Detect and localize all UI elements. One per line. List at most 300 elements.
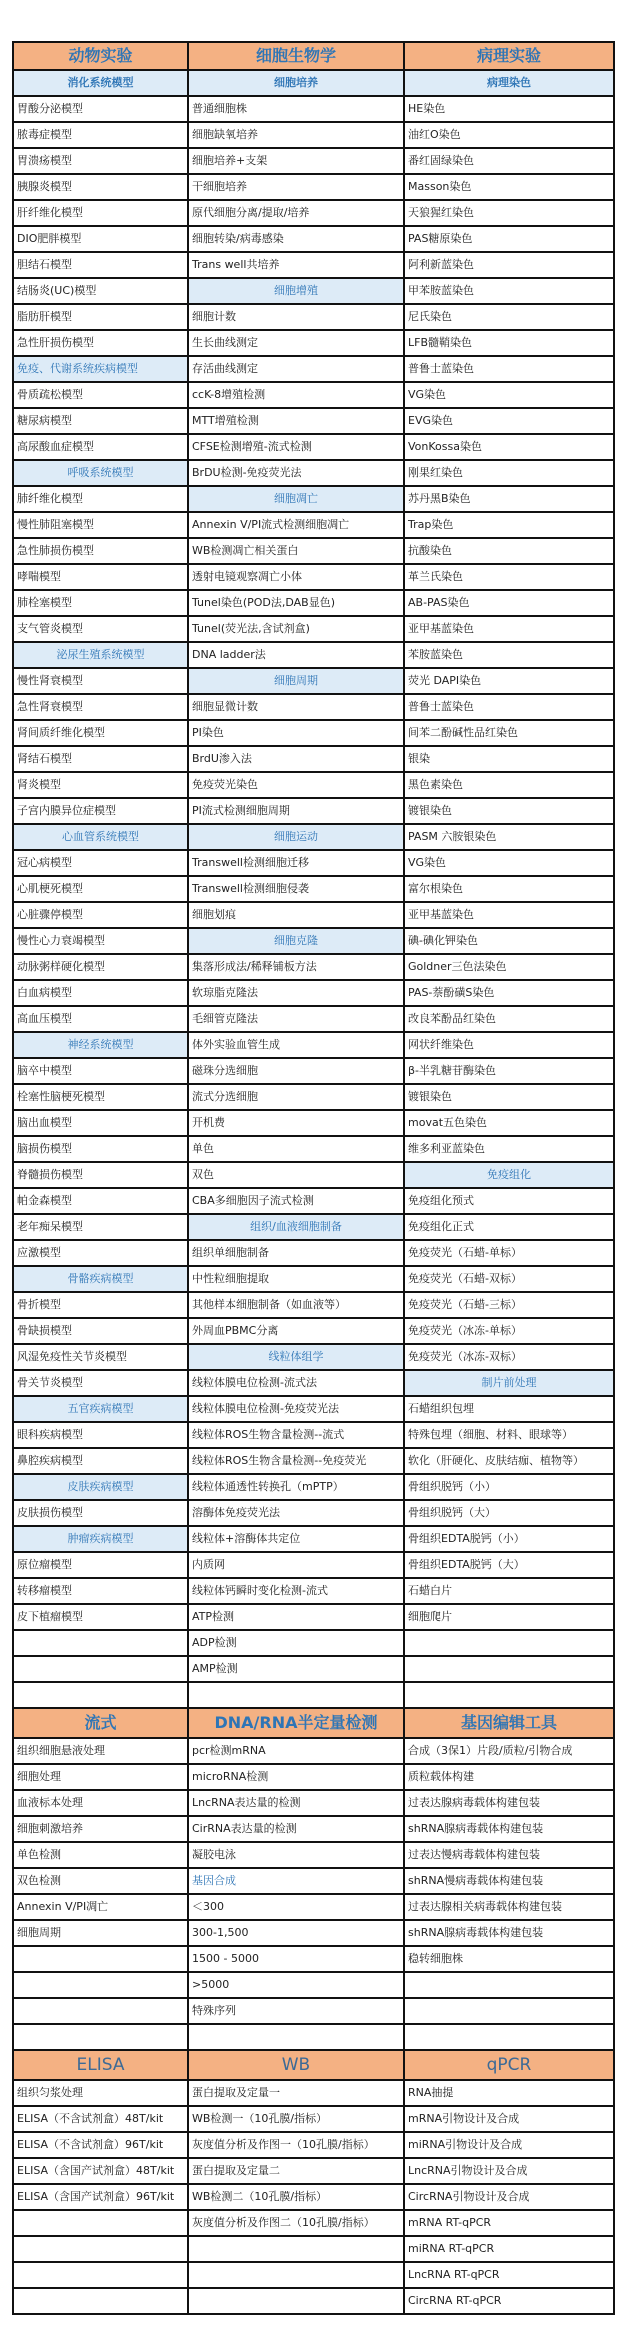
empty-cell: [13, 1972, 188, 1998]
table-row: [13, 1764, 614, 1790]
table-row: [13, 2262, 614, 2288]
table-cell: Trap染色: [404, 512, 614, 538]
table-cell: CirRNA表达量的检测: [188, 1816, 404, 1842]
table-row: [13, 616, 614, 642]
table-cell: WB检测凋亡相关蛋白: [188, 538, 404, 564]
category-subheader: 细胞增殖: [188, 278, 404, 304]
table-row: [13, 226, 614, 252]
table-row: [13, 1630, 614, 1656]
table-cell: 普通细胞株: [188, 96, 404, 122]
table-row: [13, 148, 614, 174]
table-cell: 普鲁士蓝染色: [404, 356, 614, 382]
empty-cell: [404, 1998, 614, 2024]
table-cell: 流式分选细胞: [188, 1084, 404, 1110]
table-cell: 免疫荧光（石蜡-单标）: [404, 1240, 614, 1266]
category-subheader: 呼吸系统模型: [13, 460, 188, 486]
table-cell: RNA抽提: [404, 2080, 614, 2106]
table-cell: 肺纤维化模型: [13, 486, 188, 512]
table-cell: 肾炎模型: [13, 772, 188, 798]
table-cell: Annexin V/PI凋亡: [13, 1894, 188, 1920]
table-cell: 普鲁士蓝染色: [404, 694, 614, 720]
section-header-row: [13, 2050, 614, 2080]
empty-cell: [13, 1998, 188, 2024]
table-row: [13, 1422, 614, 1448]
section-header-col-1: 流式: [13, 1708, 188, 1738]
table-row: [13, 434, 614, 460]
table-cell: 外周血PBMC分离: [188, 1318, 404, 1344]
table-cell: 急性肺损伤模型: [13, 538, 188, 564]
category-subheader: 病理染色: [404, 70, 614, 96]
table-cell: DIO肥胖模型: [13, 226, 188, 252]
table-cell: 线粒体膜电位检测-流式法: [188, 1370, 404, 1396]
table-row: [13, 928, 614, 954]
table-cell: 干细胞培养: [188, 174, 404, 200]
table-cell: 免疫荧光染色: [188, 772, 404, 798]
table-cell: PAS糖原染色: [404, 226, 614, 252]
table-cell: Trans well共培养: [188, 252, 404, 278]
table-row: [13, 1578, 614, 1604]
category-subheader: 组织/血液细胞制备: [188, 1214, 404, 1240]
table-cell: 石蜡组织包埋: [404, 1396, 614, 1422]
table-cell: 网状纤维染色: [404, 1032, 614, 1058]
table-cell: 富尔根染色: [404, 876, 614, 902]
table-row: [13, 1006, 614, 1032]
table-cell: 细胞爬片: [404, 1604, 614, 1630]
table-cell: PASM 六胺银染色: [404, 824, 614, 850]
table-cell: 毛细管克隆法: [188, 1006, 404, 1032]
table-cell: 改良苯酚品红染色: [404, 1006, 614, 1032]
table-cell: 慢性心力衰竭模型: [13, 928, 188, 954]
empty-cell: [13, 1946, 188, 1972]
table-cell: 质粒载体构建: [404, 1764, 614, 1790]
table-cell: PI染色: [188, 720, 404, 746]
table-cell: 心脏骤停模型: [13, 902, 188, 928]
table-cell: 帕金森模型: [13, 1188, 188, 1214]
table-cell: 过表达腺病毒载体构建包装: [404, 1790, 614, 1816]
table-cell: 骨组织EDTA脱钙（小）: [404, 1526, 614, 1552]
table-row: [13, 1084, 614, 1110]
table-row: [13, 96, 614, 122]
empty-cell: [404, 2024, 614, 2050]
table-cell: 糖尿病模型: [13, 408, 188, 434]
table-cell: 内质网: [188, 1552, 404, 1578]
table-row: [13, 1682, 614, 1708]
table-cell: 结肠炎(UC)模型: [13, 278, 188, 304]
table-row: [13, 382, 614, 408]
table-cell: 急性肝损伤模型: [13, 330, 188, 356]
table-cell: 动脉粥样硬化模型: [13, 954, 188, 980]
table-cell: 原位瘤模型: [13, 1552, 188, 1578]
table-row: [13, 772, 614, 798]
table-cell: 免疫荧光（冰冻-双标）: [404, 1344, 614, 1370]
table-cell: 免疫组化正式: [404, 1214, 614, 1240]
table-cell: 磁珠分选细胞: [188, 1058, 404, 1084]
section-header-row: [13, 1708, 614, 1738]
category-subheader: 泌尿生殖系统模型: [13, 642, 188, 668]
table-row: [13, 2158, 614, 2184]
table-cell: 脑卒中模型: [13, 1058, 188, 1084]
category-subheader: 制片前处理: [404, 1370, 614, 1396]
table-row: [13, 1946, 614, 1972]
table-cell: 慢性肾衰模型: [13, 668, 188, 694]
table-row: [13, 746, 614, 772]
table-row: [13, 1136, 614, 1162]
table-cell: Annexin V/PI流式检测细胞凋亡: [188, 512, 404, 538]
empty-cell: [188, 2236, 404, 2262]
table-cell: 栓塞性脑梗死模型: [13, 1084, 188, 1110]
empty-cell: [404, 1630, 614, 1656]
table-cell: WB检测二（10孔膜/指标）: [188, 2184, 404, 2210]
table-cell: 血液标本处理: [13, 1790, 188, 1816]
table-cell: ADP检测: [188, 1630, 404, 1656]
table-cell: CircRNA引物设计及合成: [404, 2184, 614, 2210]
table-cell: ATP检测: [188, 1604, 404, 1630]
table-cell: 骨组织EDTA脱钙（大）: [404, 1552, 614, 1578]
empty-cell: [13, 1682, 188, 1708]
table-cell: 皮下植瘤模型: [13, 1604, 188, 1630]
table-cell: 鼻腔疾病模型: [13, 1448, 188, 1474]
table-cell: 单色检测: [13, 1842, 188, 1868]
table-row: [13, 486, 614, 512]
table-row: [13, 1972, 614, 1998]
table-row: [13, 304, 614, 330]
table-cell: 抗酸染色: [404, 538, 614, 564]
table-cell: β-半乳糖苷酶染色: [404, 1058, 614, 1084]
table-cell: 1500 - 5000: [188, 1946, 404, 1972]
table-cell: 细胞转染/病毒感染: [188, 226, 404, 252]
table-cell: DNA ladder法: [188, 642, 404, 668]
table-row: [13, 1894, 614, 1920]
table-row: [13, 1188, 614, 1214]
table-row: [13, 70, 614, 96]
table-row: [13, 1552, 614, 1578]
table-cell: 支气管炎模型: [13, 616, 188, 642]
table-cell: Masson染色: [404, 174, 614, 200]
table-cell: 碘-碘化钾染色: [404, 928, 614, 954]
table-cell: 尼氏染色: [404, 304, 614, 330]
table-cell: 双色检测: [13, 1868, 188, 1894]
table-cell: ELISA（含国产试剂盒）48T/kit: [13, 2158, 188, 2184]
table-row: [13, 2210, 614, 2236]
table-cell: 免疫荧光（石蜡-双标）: [404, 1266, 614, 1292]
table-cell: 高尿酸血症模型: [13, 434, 188, 460]
table-cell: 骨质疏松模型: [13, 382, 188, 408]
table-cell: CBA多细胞因子流式检测: [188, 1188, 404, 1214]
table-cell: Tunel(荧光法,含试剂盒): [188, 616, 404, 642]
table-cell: 细胞周期: [13, 1920, 188, 1946]
table-cell: 胆结石模型: [13, 252, 188, 278]
table-cell: 高血压模型: [13, 1006, 188, 1032]
empty-cell: [188, 2262, 404, 2288]
empty-cell: [404, 1656, 614, 1682]
table-row: [13, 954, 614, 980]
table-cell: 线粒体ROS生物含量检测--免疫荧光: [188, 1448, 404, 1474]
table-cell: 稳转细胞株: [404, 1946, 614, 1972]
table-cell: 苯胺蓝染色: [404, 642, 614, 668]
table-row: [13, 590, 614, 616]
table-row: [13, 1526, 614, 1552]
table-cell: CircRNA RT-qPCR: [404, 2288, 614, 2314]
table-cell: 合成（3保1）片段/质粒/引物合成: [404, 1738, 614, 1764]
table-cell: pcr检测mRNA: [188, 1738, 404, 1764]
table-row: [13, 2080, 614, 2106]
table-cell: 骨关节炎模型: [13, 1370, 188, 1396]
table-row: [13, 460, 614, 486]
table-cell: 番红固绿染色: [404, 148, 614, 174]
table-cell: 脊髓损伤模型: [13, 1162, 188, 1188]
section-header-col-2: WB: [188, 2050, 404, 2080]
table-cell: 中性粒细胞提取: [188, 1266, 404, 1292]
category-subheader: 消化系统模型: [13, 70, 188, 96]
empty-cell: [13, 1656, 188, 1682]
empty-cell: [188, 1682, 404, 1708]
table-row: [13, 122, 614, 148]
table-cell: 刚果红染色: [404, 460, 614, 486]
table-cell: 脑出血模型: [13, 1110, 188, 1136]
table-cell: 风湿免疫性关节炎模型: [13, 1344, 188, 1370]
table-cell: 300-1,500: [188, 1920, 404, 1946]
table-row: [13, 980, 614, 1006]
table-row: [13, 1816, 614, 1842]
table-cell: 肺栓塞模型: [13, 590, 188, 616]
table-cell: 灰度值分析及作图一（10孔膜/指标）: [188, 2132, 404, 2158]
table-cell: 过表达慢病毒载体构建包装: [404, 1842, 614, 1868]
table-cell: BrdU渗入法: [188, 746, 404, 772]
table-cell: 肾结石模型: [13, 746, 188, 772]
table-row: [13, 1058, 614, 1084]
table-cell: 子宫内膜异位症模型: [13, 798, 188, 824]
table-cell: mRNA引物设计及合成: [404, 2106, 614, 2132]
section-header-col-1: ELISA: [13, 2050, 188, 2080]
table-row: [13, 1738, 614, 1764]
table-cell: 油红O染色: [404, 122, 614, 148]
table-row: [13, 2024, 614, 2050]
table-row: [13, 1604, 614, 1630]
category-subheader: 骨骼疾病模型: [13, 1266, 188, 1292]
table-row: [13, 1474, 614, 1500]
table-cell: shRNA腺病毒载体构建包装: [404, 1920, 614, 1946]
table-row: [13, 538, 614, 564]
table-cell: 银染: [404, 746, 614, 772]
table-cell: 凝胶电泳: [188, 1842, 404, 1868]
table-cell: LFB髓鞘染色: [404, 330, 614, 356]
table-cell: WB检测一（10孔膜/指标）: [188, 2106, 404, 2132]
category-subheader: 皮肤疾病模型: [13, 1474, 188, 1500]
table-cell: 脓毒症模型: [13, 122, 188, 148]
empty-cell: [13, 2210, 188, 2236]
table-cell: 皮肤损伤模型: [13, 1500, 188, 1526]
table-row: [13, 1266, 614, 1292]
empty-cell: [13, 2288, 188, 2314]
table-cell: 老年痴呆模型: [13, 1214, 188, 1240]
table-cell: >5000: [188, 1972, 404, 1998]
empty-cell: [13, 2236, 188, 2262]
table-cell: 存活曲线测定: [188, 356, 404, 382]
table-row: [13, 1998, 614, 2024]
table-cell: 肾间质纤维化模型: [13, 720, 188, 746]
empty-cell: [13, 2024, 188, 2050]
category-subheader: 心血管系统模型: [13, 824, 188, 850]
table-row: [13, 564, 614, 590]
table-cell: 冠心病模型: [13, 850, 188, 876]
table-cell: 软琼脂克隆法: [188, 980, 404, 1006]
table-cell: 开机费: [188, 1110, 404, 1136]
table-cell: 线粒体钙瞬时变化检测-流式: [188, 1578, 404, 1604]
table-cell: 蛋白提取及定量二: [188, 2158, 404, 2184]
table-cell: 原代细胞分离/提取/培养: [188, 200, 404, 226]
table-cell: Transwell检测细胞迁移: [188, 850, 404, 876]
table-cell: 细胞显微计数: [188, 694, 404, 720]
table-cell: 荧光 DAPI染色: [404, 668, 614, 694]
table-cell: EVG染色: [404, 408, 614, 434]
empty-cell: [13, 2262, 188, 2288]
table-cell: 免疫荧光（冰冻-单标）: [404, 1318, 614, 1344]
table-cell: BrDU检测-免疫荧光法: [188, 460, 404, 486]
table-cell: 免疫荧光（石蜡-三标）: [404, 1292, 614, 1318]
table-cell: PAS-萘酚磺S染色: [404, 980, 614, 1006]
table-cell: LncRNA引物设计及合成: [404, 2158, 614, 2184]
table-cell: Transwell检测细胞侵袭: [188, 876, 404, 902]
table-row: [13, 902, 614, 928]
table-cell: 特殊序列: [188, 1998, 404, 2024]
category-subheader: 肿瘤疾病模型: [13, 1526, 188, 1552]
table-cell: 集落形成法/稀释铺板方法: [188, 954, 404, 980]
table-row: [13, 1790, 614, 1816]
table-cell: 骨折模型: [13, 1292, 188, 1318]
table-row: [13, 1032, 614, 1058]
table-row: [13, 2288, 614, 2314]
category-subheader: 免疫、代谢系统疾病模型: [13, 356, 188, 382]
table-cell: 天狼猩红染色: [404, 200, 614, 226]
table-cell: 胃溃疡模型: [13, 148, 188, 174]
table-row: [13, 798, 614, 824]
table-cell: HE染色: [404, 96, 614, 122]
table-cell: 肝纤维化模型: [13, 200, 188, 226]
table-row: [13, 1656, 614, 1682]
table-cell: CFSE检测增殖-流式检测: [188, 434, 404, 460]
table-cell: 革兰氏染色: [404, 564, 614, 590]
table-row: [13, 850, 614, 876]
table-cell: 双色: [188, 1162, 404, 1188]
table-row: [13, 1292, 614, 1318]
table-cell: 细胞计数: [188, 304, 404, 330]
table-row: [13, 720, 614, 746]
category-subheader: 五官疾病模型: [13, 1396, 188, 1422]
table-cell: 骨组织脱钙（大）: [404, 1500, 614, 1526]
table-cell: ＜300: [188, 1894, 404, 1920]
table-cell: VonKossa染色: [404, 434, 614, 460]
table-cell: LncRNA表达量的检测: [188, 1790, 404, 1816]
table-cell: 骨缺损模型: [13, 1318, 188, 1344]
table-cell: 镀银染色: [404, 1084, 614, 1110]
table-row: [13, 1318, 614, 1344]
table-cell: 细胞处理: [13, 1764, 188, 1790]
service-table-body: [13, 42, 614, 2314]
table-cell: AB-PAS染色: [404, 590, 614, 616]
table-row: [13, 1448, 614, 1474]
table-cell: 体外实验血管生成: [188, 1032, 404, 1058]
table-cell: 心肌梗死模型: [13, 876, 188, 902]
table-cell: 线粒体+溶酶体共定位: [188, 1526, 404, 1552]
table-row: [13, 1920, 614, 1946]
table-row: [13, 252, 614, 278]
table-row: [13, 1868, 614, 1894]
table-cell: 细胞培养+支架: [188, 148, 404, 174]
empty-cell: [404, 1682, 614, 1708]
table-cell: Tunel染色(POD法,DAB显色): [188, 590, 404, 616]
table-row: [13, 1842, 614, 1868]
table-cell: 眼科疾病模型: [13, 1422, 188, 1448]
table-cell: 甲苯胺蓝染色: [404, 278, 614, 304]
table-cell: 线粒体通透性转换孔（mPTP）: [188, 1474, 404, 1500]
table-cell: 组织单细胞制备: [188, 1240, 404, 1266]
table-cell: 转移瘤模型: [13, 1578, 188, 1604]
table-cell: 过表达腺相关病毒载体构建包装: [404, 1894, 614, 1920]
category-subheader: 细胞培养: [188, 70, 404, 96]
table-cell: 线粒体膜电位检测-免疫荧光法: [188, 1396, 404, 1422]
table-cell: ELISA（含国产试剂盒）96T/kit: [13, 2184, 188, 2210]
table-cell: 应激模型: [13, 1240, 188, 1266]
table-cell: LncRNA RT-qPCR: [404, 2262, 614, 2288]
table-cell: VG染色: [404, 382, 614, 408]
table-cell: 细胞刺激培养: [13, 1816, 188, 1842]
table-cell: 细胞划痕: [188, 902, 404, 928]
table-row: [13, 1162, 614, 1188]
table-cell: 细胞缺氧培养: [188, 122, 404, 148]
table-cell: miRNA RT-qPCR: [404, 2236, 614, 2262]
table-cell: Goldner三色法染色: [404, 954, 614, 980]
section-header-col-2: 细胞生物学: [188, 42, 404, 70]
table-row: [13, 1214, 614, 1240]
category-subheader: 细胞周期: [188, 668, 404, 694]
table-row: [13, 278, 614, 304]
table-cell: 特殊包埋（细胞、材料、眼球等）: [404, 1422, 614, 1448]
table-row: [13, 1396, 614, 1422]
table-cell: VG染色: [404, 850, 614, 876]
table-cell: movat五色染色: [404, 1110, 614, 1136]
empty-cell: [13, 1630, 188, 1656]
table-row: [13, 2236, 614, 2262]
table-cell: microRNA检测: [188, 1764, 404, 1790]
table-cell: 脂肪肝模型: [13, 304, 188, 330]
table-cell: AMP检测: [188, 1656, 404, 1682]
table-row: [13, 1240, 614, 1266]
table-row: [13, 2184, 614, 2210]
section-header-col-3: 病理实验: [404, 42, 614, 70]
table-cell: shRNA慢病毒载体构建包装: [404, 1868, 614, 1894]
table-cell: shRNA腺病毒载体构建包装: [404, 1816, 614, 1842]
table-cell: 其他样本细胞制备（如血液等）: [188, 1292, 404, 1318]
table-cell: 脑损伤模型: [13, 1136, 188, 1162]
table-cell: 组织细胞悬液处理: [13, 1738, 188, 1764]
table-row: [13, 694, 614, 720]
table-cell: 亚甲基蓝染色: [404, 616, 614, 642]
table-cell: 免疫组化预式: [404, 1188, 614, 1214]
table-cell: 蛋白提取及定量一: [188, 2080, 404, 2106]
table-cell: ELISA（不含试剂盒）96T/kit: [13, 2132, 188, 2158]
table-cell: 组织匀浆处理: [13, 2080, 188, 2106]
table-cell: PI流式检测细胞周期: [188, 798, 404, 824]
table-cell: 亚甲基蓝染色: [404, 902, 614, 928]
table-cell: 软化（肝硬化、皮肤结痂、植物等）: [404, 1448, 614, 1474]
table-cell: 透射电镜观察凋亡小体: [188, 564, 404, 590]
table-cell: 慢性肺阻塞模型: [13, 512, 188, 538]
table-row: [13, 1500, 614, 1526]
table-cell: 骨组织脱钙（小）: [404, 1474, 614, 1500]
table-cell: 苏丹黑B染色: [404, 486, 614, 512]
section-header-col-3: 基因编辑工具: [404, 1708, 614, 1738]
table-cell: 胃酸分泌模型: [13, 96, 188, 122]
